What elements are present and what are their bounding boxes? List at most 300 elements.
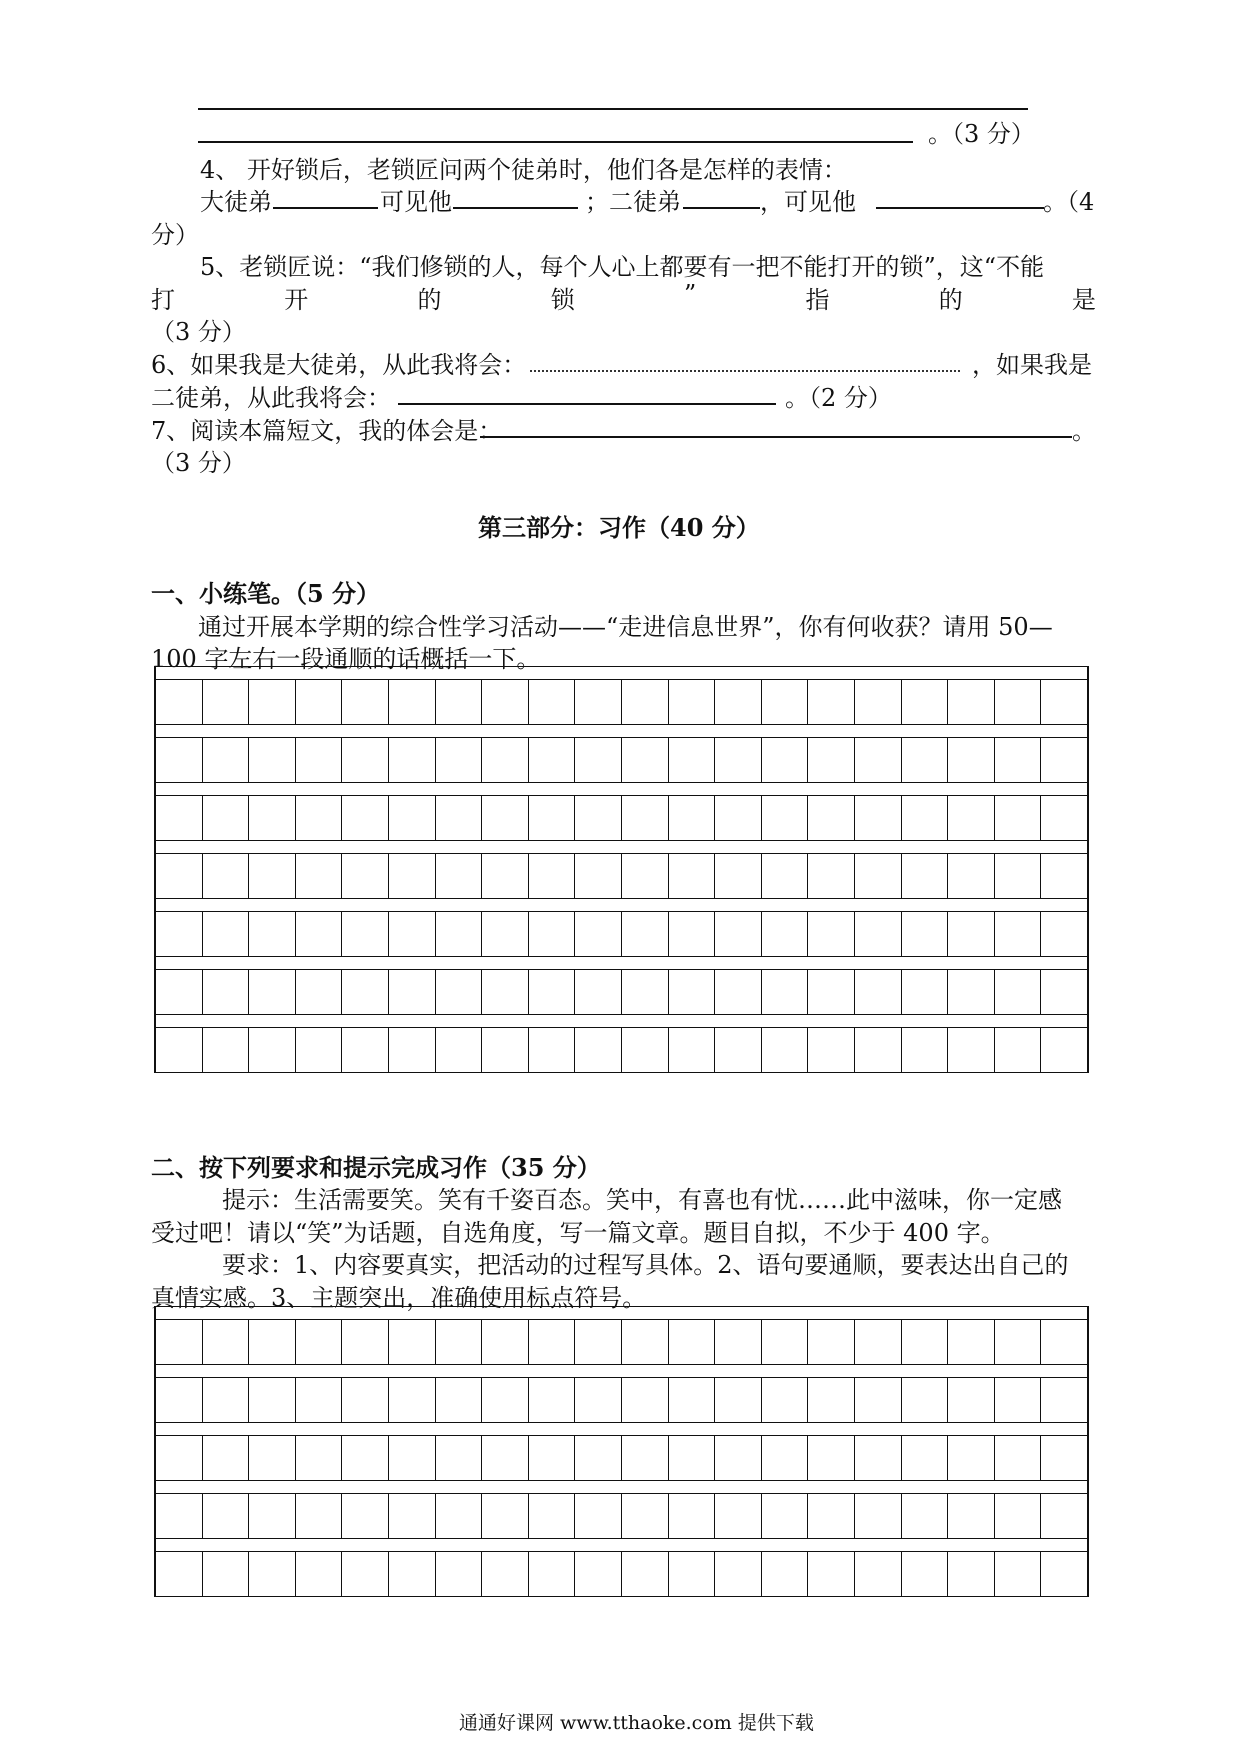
grid-cell[interactable]: [854, 1320, 901, 1364]
grid-cell[interactable]: [248, 1028, 295, 1072]
grid-cell[interactable]: [574, 1552, 621, 1596]
grid-row: [156, 737, 1087, 782]
grid-cell[interactable]: [1040, 680, 1087, 724]
grid-cell[interactable]: [481, 680, 528, 724]
grid-cell[interactable]: [481, 970, 528, 1014]
grid-cell[interactable]: [621, 1552, 668, 1596]
grid-cell[interactable]: [481, 1320, 528, 1364]
grid-cell[interactable]: [947, 854, 994, 898]
section-heading: 二、按下列要求和提示完成习作（35 分）: [151, 1153, 601, 1182]
grid-cell[interactable]: [901, 1378, 948, 1422]
grid-cell[interactable]: [248, 796, 295, 840]
grid-cell[interactable]: [388, 912, 435, 956]
grid-cell[interactable]: [761, 1552, 808, 1596]
grid-cell[interactable]: [761, 1028, 808, 1072]
grid-cell[interactable]: [202, 796, 249, 840]
grid-cell[interactable]: [341, 680, 388, 724]
grid-cell[interactable]: [714, 738, 761, 782]
label-big-disciple: 大徒弟: [200, 188, 272, 216]
grid-row: [156, 1377, 1087, 1422]
grid-cell[interactable]: [481, 1552, 528, 1596]
grid-cell[interactable]: [901, 1552, 948, 1596]
grid-cell[interactable]: [854, 854, 901, 898]
grid-cell[interactable]: [435, 1028, 482, 1072]
grid-spacer: [156, 898, 1087, 911]
answer-line[interactable]: [398, 403, 776, 405]
grid-cell[interactable]: [341, 738, 388, 782]
grid-cell[interactable]: [1040, 1436, 1087, 1480]
grid-cell[interactable]: [994, 1028, 1041, 1072]
grid-cell[interactable]: [156, 738, 202, 782]
grid-cell[interactable]: [947, 1494, 994, 1538]
grid-row: [156, 1435, 1087, 1480]
grid-row: [156, 969, 1087, 1014]
section-heading: 一、小练笔。（5 分）: [151, 579, 381, 608]
grid-cell[interactable]: [947, 738, 994, 782]
grid-cell[interactable]: [761, 1436, 808, 1480]
question-4: 4、 开好锁后，老锁匠问两个徒弟时，他们各是怎样的表情：: [200, 156, 847, 184]
grid-cell[interactable]: [528, 738, 575, 782]
grid-cell[interactable]: [528, 1028, 575, 1072]
grid-cell[interactable]: [668, 738, 715, 782]
grid-cell[interactable]: [202, 970, 249, 1014]
grid-cell[interactable]: [295, 1378, 342, 1422]
grid-cell[interactable]: [668, 1320, 715, 1364]
grid-cell[interactable]: [295, 1494, 342, 1538]
grid-cell[interactable]: [668, 1436, 715, 1480]
grid-cell[interactable]: [435, 738, 482, 782]
grid-cell[interactable]: [994, 680, 1041, 724]
grid-cell[interactable]: [202, 1552, 249, 1596]
grid-cell[interactable]: [901, 1028, 948, 1072]
prompt-text: 100 字左右一段通顺的话概括一下。: [151, 645, 541, 673]
grid-cell[interactable]: [761, 680, 808, 724]
grid-cell[interactable]: [994, 912, 1041, 956]
grid-cell[interactable]: [901, 912, 948, 956]
grid-bottom: [156, 1072, 1087, 1073]
grid-cell[interactable]: [295, 970, 342, 1014]
grid-cell[interactable]: [714, 680, 761, 724]
grid-cell[interactable]: [156, 970, 202, 1014]
grid-cell[interactable]: [202, 680, 249, 724]
answer-line[interactable]: [198, 141, 913, 143]
grid-cell[interactable]: [156, 1378, 202, 1422]
grid-cell[interactable]: [248, 680, 295, 724]
writing-grid-2[interactable]: [154, 1306, 1089, 1597]
answer-dotted-line[interactable]: [530, 370, 960, 372]
grid-cell[interactable]: [714, 1028, 761, 1072]
grid-cell[interactable]: [574, 738, 621, 782]
grid-cell[interactable]: [761, 1320, 808, 1364]
grid-cell[interactable]: [388, 970, 435, 1014]
grid-cell[interactable]: [947, 1552, 994, 1596]
grid-cell[interactable]: [481, 854, 528, 898]
grid-cell[interactable]: [528, 680, 575, 724]
grid-cell[interactable]: [621, 912, 668, 956]
grid-cell[interactable]: [807, 1028, 854, 1072]
grid-cell[interactable]: [668, 970, 715, 1014]
grid-cell[interactable]: [574, 854, 621, 898]
grid-cell[interactable]: [807, 738, 854, 782]
grid-cell[interactable]: [901, 970, 948, 1014]
grid-cell[interactable]: [761, 854, 808, 898]
grid-row: [156, 853, 1087, 898]
grid-cell[interactable]: [668, 912, 715, 956]
grid-cell[interactable]: [248, 1436, 295, 1480]
grid-cell[interactable]: [388, 738, 435, 782]
grid-cell[interactable]: [435, 1494, 482, 1538]
grid-spacer: [156, 1422, 1087, 1435]
grid-cell[interactable]: [714, 1494, 761, 1538]
grid-cell[interactable]: [574, 970, 621, 1014]
grid-cell[interactable]: [1040, 1028, 1087, 1072]
grid-cell[interactable]: [854, 738, 901, 782]
grid-row: [156, 1319, 1087, 1364]
score-label: （3 分）: [151, 318, 246, 346]
grid-row: [156, 795, 1087, 840]
grid-cell[interactable]: [341, 796, 388, 840]
grid-cell[interactable]: [435, 912, 482, 956]
grid-cell[interactable]: [621, 970, 668, 1014]
label-see: 可见他: [380, 188, 452, 216]
grid-cell[interactable]: [714, 970, 761, 1014]
grid-cell[interactable]: [807, 912, 854, 956]
grid-spacer: [156, 1364, 1087, 1377]
grid-cell[interactable]: [156, 912, 202, 956]
grid-cell[interactable]: [714, 912, 761, 956]
grid-cell[interactable]: [202, 854, 249, 898]
grid-cell[interactable]: [295, 680, 342, 724]
grid-cell[interactable]: [202, 1320, 249, 1364]
grid-cell[interactable]: [854, 970, 901, 1014]
grid-cell[interactable]: [388, 1552, 435, 1596]
grid-cell[interactable]: [668, 854, 715, 898]
grid-cell[interactable]: [295, 1028, 342, 1072]
answer-blank[interactable]: [453, 207, 578, 209]
grid-bottom: [156, 1596, 1087, 1597]
grid-cell[interactable]: [156, 854, 202, 898]
grid-cell[interactable]: [994, 1494, 1041, 1538]
grid-cell[interactable]: [901, 796, 948, 840]
writing-grid-1[interactable]: [154, 666, 1089, 1073]
grid-cell[interactable]: [435, 970, 482, 1014]
grid-cell[interactable]: [528, 1378, 575, 1422]
grid-cell[interactable]: [202, 1436, 249, 1480]
grid-cell[interactable]: [1040, 1320, 1087, 1364]
answer-blank[interactable]: [876, 207, 1044, 209]
grid-cell[interactable]: [341, 970, 388, 1014]
grid-cell[interactable]: [574, 912, 621, 956]
hint-text: 受过吧！请以“笑”为话题，自选角度，写一篇文章。题目自拟，不少于 400 字。: [151, 1219, 1005, 1247]
grid-spacer: [156, 1306, 1087, 1319]
grid-cell[interactable]: [1040, 738, 1087, 782]
grid-cell[interactable]: [528, 970, 575, 1014]
grid-cell[interactable]: [621, 1436, 668, 1480]
grid-cell[interactable]: [621, 738, 668, 782]
grid-cell[interactable]: [854, 1378, 901, 1422]
grid-cell[interactable]: [668, 1552, 715, 1596]
grid-cell[interactable]: [994, 1320, 1041, 1364]
grid-cell[interactable]: [761, 796, 808, 840]
grid-cell[interactable]: [295, 1320, 342, 1364]
grid-cell[interactable]: [668, 1378, 715, 1422]
grid-cell[interactable]: [761, 1494, 808, 1538]
grid-cell[interactable]: [574, 680, 621, 724]
grid-cell[interactable]: [947, 1028, 994, 1072]
grid-cell[interactable]: [202, 1028, 249, 1072]
grid-cell[interactable]: [574, 1028, 621, 1072]
grid-cell[interactable]: [994, 1378, 1041, 1422]
grid-cell[interactable]: [248, 970, 295, 1014]
grid-cell[interactable]: [901, 680, 948, 724]
answer-blank[interactable]: [273, 207, 378, 209]
grid-cell[interactable]: [714, 1378, 761, 1422]
grid-cell[interactable]: [341, 854, 388, 898]
grid-cell[interactable]: [714, 854, 761, 898]
grid-cell[interactable]: [388, 1436, 435, 1480]
grid-cell[interactable]: [947, 680, 994, 724]
grid-cell[interactable]: [668, 796, 715, 840]
grid-cell[interactable]: [807, 1494, 854, 1538]
grid-cell[interactable]: [435, 854, 482, 898]
grid-cell[interactable]: [994, 738, 1041, 782]
grid-cell[interactable]: [295, 854, 342, 898]
grid-cell[interactable]: [854, 1436, 901, 1480]
grid-cell[interactable]: [714, 1320, 761, 1364]
end-mark: 。: [1072, 417, 1096, 445]
char: 开: [284, 286, 309, 314]
grid-cell[interactable]: [621, 1320, 668, 1364]
grid-spacer: [156, 782, 1087, 795]
grid-cell[interactable]: [388, 1320, 435, 1364]
grid-cell[interactable]: [574, 796, 621, 840]
char: 的: [417, 286, 442, 314]
grid-cell[interactable]: [528, 912, 575, 956]
answer-line[interactable]: [480, 436, 1072, 438]
hint-text: 提示：生活需要笑。笑有千姿百态。笑中，有喜也有忧……此中滋味，你一定感: [222, 1186, 1062, 1214]
grid-cell[interactable]: [528, 1552, 575, 1596]
grid-cell[interactable]: [994, 854, 1041, 898]
grid-cell[interactable]: [1040, 1494, 1087, 1538]
grid-cell[interactable]: [528, 1494, 575, 1538]
grid-cell[interactable]: [761, 912, 808, 956]
grid-cell[interactable]: [901, 854, 948, 898]
grid-cell[interactable]: [435, 1378, 482, 1422]
grid-cell[interactable]: [341, 1320, 388, 1364]
grid-cell[interactable]: [621, 1378, 668, 1422]
grid-cell[interactable]: [621, 796, 668, 840]
grid-cell[interactable]: [388, 1494, 435, 1538]
grid-cell[interactable]: [807, 1378, 854, 1422]
grid-cell[interactable]: [528, 854, 575, 898]
grid-cell[interactable]: [435, 1436, 482, 1480]
grid-cell[interactable]: [295, 796, 342, 840]
prompt-text: 通过开展本学期的综合性学习活动——“走进信息世界”，你有何收获？请用 50—: [198, 613, 1053, 641]
grid-cell[interactable]: [807, 1436, 854, 1480]
grid-cell[interactable]: [947, 912, 994, 956]
grid-cell[interactable]: [295, 1436, 342, 1480]
grid-cell[interactable]: [202, 738, 249, 782]
grid-cell[interactable]: [435, 796, 482, 840]
grid-cell[interactable]: [202, 1494, 249, 1538]
grid-cell[interactable]: [295, 912, 342, 956]
grid-cell[interactable]: [807, 1320, 854, 1364]
grid-cell[interactable]: [621, 1028, 668, 1072]
grid-cell[interactable]: [388, 796, 435, 840]
grid-cell[interactable]: [435, 1320, 482, 1364]
grid-cell[interactable]: [807, 796, 854, 840]
section-title: 第三部分：习作（40 分）: [478, 513, 760, 542]
grid-cell[interactable]: [621, 680, 668, 724]
grid-cell[interactable]: [528, 796, 575, 840]
grid-cell[interactable]: [574, 1436, 621, 1480]
grid-cell[interactable]: [761, 970, 808, 1014]
grid-cell[interactable]: [435, 680, 482, 724]
grid-cell[interactable]: [994, 796, 1041, 840]
grid-row: [156, 1551, 1087, 1596]
grid-cell[interactable]: [248, 1320, 295, 1364]
grid-cell[interactable]: [761, 1378, 808, 1422]
grid-cell[interactable]: [574, 1378, 621, 1422]
grid-cell[interactable]: [807, 854, 854, 898]
grid-cell[interactable]: [668, 1494, 715, 1538]
grid-cell[interactable]: [854, 912, 901, 956]
grid-cell[interactable]: [807, 680, 854, 724]
grid-cell[interactable]: [994, 1436, 1041, 1480]
grid-cell[interactable]: [156, 1436, 202, 1480]
label-see: ，可见他: [760, 188, 856, 216]
grid-spacer: [156, 1014, 1087, 1027]
question-7: 7、阅读本篇短文，我的体会是：: [151, 417, 503, 445]
char: 指: [805, 286, 830, 314]
grid-spacer: [156, 724, 1087, 737]
grid-spacer: [156, 666, 1087, 679]
grid-cell[interactable]: [901, 738, 948, 782]
grid-cell[interactable]: [388, 1378, 435, 1422]
answer-line[interactable]: [198, 108, 1028, 110]
grid-cell[interactable]: [156, 1494, 202, 1538]
grid-cell[interactable]: [435, 1552, 482, 1596]
question-6-line2: 二徒弟，从此我将会：: [151, 384, 391, 412]
grid-cell[interactable]: [248, 912, 295, 956]
grid-cell[interactable]: [388, 1028, 435, 1072]
grid-cell[interactable]: [714, 796, 761, 840]
grid-row: [156, 1493, 1087, 1538]
grid-cell[interactable]: [248, 854, 295, 898]
grid-cell[interactable]: [341, 1378, 388, 1422]
grid-cell[interactable]: [248, 738, 295, 782]
grid-cell[interactable]: [156, 1552, 202, 1596]
char: 锁: [550, 286, 575, 314]
grid-cell[interactable]: [481, 912, 528, 956]
grid-cell[interactable]: [341, 1436, 388, 1480]
grid-cell[interactable]: [1040, 796, 1087, 840]
grid-cell[interactable]: [901, 1436, 948, 1480]
grid-cell[interactable]: [202, 912, 249, 956]
grid-cell[interactable]: [807, 1552, 854, 1596]
grid-cell[interactable]: [1040, 1378, 1087, 1422]
grid-cell[interactable]: [947, 970, 994, 1014]
grid-cell[interactable]: [574, 1494, 621, 1538]
grid-row: [156, 911, 1087, 956]
grid-cell[interactable]: [156, 1028, 202, 1072]
grid-cell[interactable]: [481, 738, 528, 782]
grid-cell[interactable]: [901, 1320, 948, 1364]
grid-cell[interactable]: [668, 1028, 715, 1072]
grid-cell[interactable]: [668, 680, 715, 724]
grid-cell[interactable]: [807, 970, 854, 1014]
grid-cell[interactable]: [248, 1552, 295, 1596]
grid-cell[interactable]: [621, 854, 668, 898]
grid-cell[interactable]: [202, 1378, 249, 1422]
grid-cell[interactable]: [481, 1436, 528, 1480]
grid-cell[interactable]: [1040, 1552, 1087, 1596]
grid-cell[interactable]: [528, 1436, 575, 1480]
grid-cell[interactable]: [156, 680, 202, 724]
grid-cell[interactable]: [901, 1494, 948, 1538]
grid-cell[interactable]: [1040, 970, 1087, 1014]
grid-cell[interactable]: [248, 1494, 295, 1538]
grid-cell[interactable]: [481, 1028, 528, 1072]
grid-cell[interactable]: [854, 1552, 901, 1596]
grid-cell[interactable]: [574, 1320, 621, 1364]
grid-cell[interactable]: [248, 1378, 295, 1422]
grid-cell[interactable]: [854, 1494, 901, 1538]
grid-cell[interactable]: [714, 1552, 761, 1596]
grid-cell[interactable]: [947, 1436, 994, 1480]
grid-cell[interactable]: [854, 680, 901, 724]
grid-row: [156, 1027, 1087, 1072]
grid-cell[interactable]: [994, 970, 1041, 1014]
char: 打: [151, 286, 175, 314]
grid-cell[interactable]: [388, 854, 435, 898]
char: 的: [938, 286, 963, 314]
grid-cell[interactable]: [481, 796, 528, 840]
grid-cell[interactable]: [621, 1494, 668, 1538]
grid-cell[interactable]: [295, 738, 342, 782]
footer: 通通好课网 www.tthaoke.com 提供下载: [459, 1712, 814, 1734]
answer-blank[interactable]: [683, 207, 760, 209]
char: ”: [683, 280, 697, 308]
grid-spacer: [156, 1538, 1087, 1551]
grid-cell[interactable]: [388, 680, 435, 724]
grid-cell[interactable]: [947, 1320, 994, 1364]
grid-cell[interactable]: [156, 1320, 202, 1364]
score-label: 。（4: [1043, 188, 1095, 216]
grid-cell[interactable]: [947, 1378, 994, 1422]
grid-cell[interactable]: [295, 1552, 342, 1596]
grid-cell[interactable]: [761, 738, 808, 782]
score-label: 。（2 分）: [785, 384, 892, 412]
grid-cell[interactable]: [341, 1028, 388, 1072]
grid-cell[interactable]: [341, 1494, 388, 1538]
grid-cell[interactable]: [994, 1552, 1041, 1596]
grid-cell[interactable]: [854, 1028, 901, 1072]
grid-cell[interactable]: [528, 1320, 575, 1364]
grid-cell[interactable]: [156, 796, 202, 840]
grid-cell[interactable]: [854, 796, 901, 840]
grid-cell[interactable]: [481, 1378, 528, 1422]
label-second-disciple: ；二徒弟: [585, 188, 681, 216]
grid-cell[interactable]: [714, 1436, 761, 1480]
grid-cell[interactable]: [1040, 912, 1087, 956]
grid-cell[interactable]: [947, 796, 994, 840]
grid-cell[interactable]: [341, 1552, 388, 1596]
grid-cell[interactable]: [341, 912, 388, 956]
grid-cell[interactable]: [481, 1494, 528, 1538]
requirement-text: 要求：1、内容要真实，把活动的过程写具体。2、语句要通顺，要表达出自己的: [222, 1251, 1069, 1279]
grid-cell[interactable]: [1040, 854, 1087, 898]
